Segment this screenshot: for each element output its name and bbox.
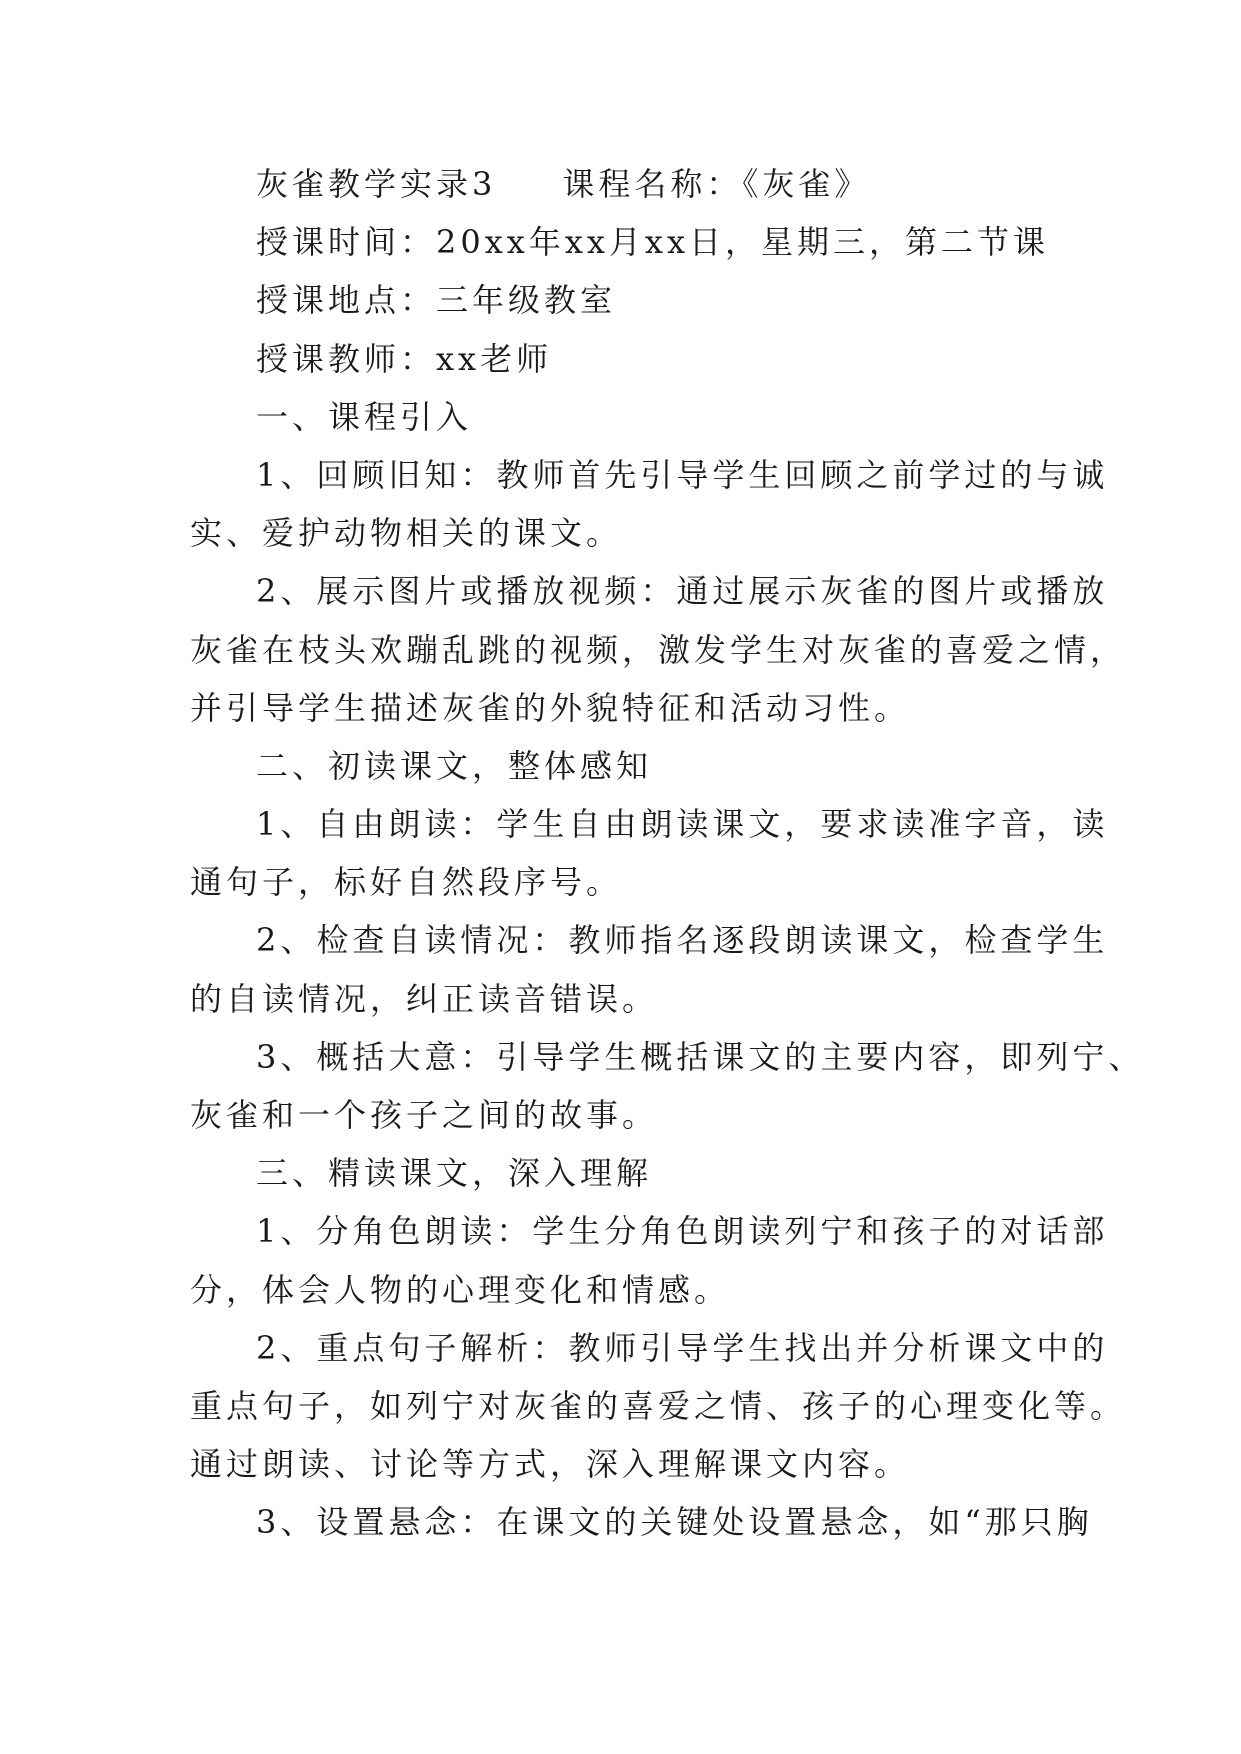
paragraph-lines [190,213,1145,1551]
text-line: 1、自由朗读：学生自由朗读课文，要求读准字音，读 [256,805,1109,844]
text-line: 重点句子，如列宁对灰雀的喜爱之情、孩子的心理变化等。 [190,1386,1127,1425]
text-line: 并引导学生描述灰雀的外貌特征和活动习性。 [190,688,911,727]
text-line: 实、爱护动物相关的课文。 [190,514,623,553]
text-line: 三、精读课文，深入理解 [256,1154,653,1193]
title-right: 课程名称：《灰雀》 [562,165,871,203]
text-line: 通句子，标好自然段序号。 [190,863,623,902]
text-line: 2、展示图片或播放视频：通过展示灰雀的图片或播放 [256,572,1109,611]
text-line: 2、重点句子解析：教师引导学生找出并分析课文中的 [256,1328,1109,1367]
text-line: 通过朗读、讨论等方式，深入理解课文内容。 [190,1445,911,1484]
text-line: 授课地点：三年级教室 [256,281,617,320]
title-left: 灰雀教学实录3 [256,165,497,203]
text-line: 二、初读课文，整体感知 [256,746,653,785]
text-line: 1、回顾旧知：教师首先引导学生回顾之前学过的与诚 [256,455,1109,494]
text-line: 的自读情况，纠正读音错误。 [190,979,659,1018]
title-line [190,155,1090,213]
text-line: 3、设置悬念：在课文的关键处设置悬念，如“那只胸 [256,1503,1093,1542]
text-line: 一、课程引入 [256,397,473,436]
text-line: 灰雀和一个孩子之间的故事。 [190,1096,659,1134]
text-line: 灰雀在枝头欢蹦乱跳的视频，激发学生对灰雀的喜爱之情， [190,630,1127,669]
text-line: 3、概括大意：引导学生概括课文的主要内容，即列宁、 [256,1037,1145,1076]
text-line: 授课时间：20xx年xx月xx日，星期三，第二节课 [256,223,1050,262]
text-line: 授课教师：xx老师 [256,339,553,378]
text-line: 2、检查自读情况：教师指名逐段朗读课文，检查学生 [256,921,1109,960]
document-body [190,155,1145,1552]
text-line: 1、分角色朗读：学生分角色朗读列宁和孩子的对话部 [256,1212,1109,1251]
text-line: 分，体会人物的心理变化和情感。 [190,1270,731,1309]
